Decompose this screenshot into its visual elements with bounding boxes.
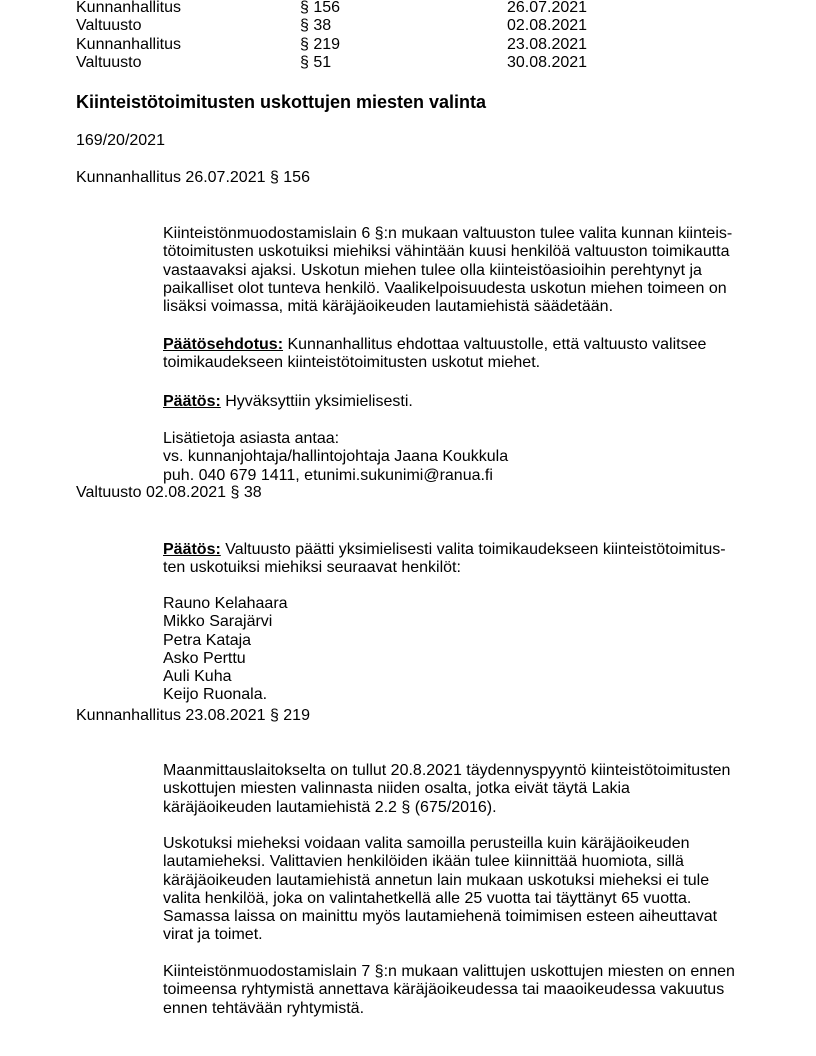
paragraph <box>163 762 730 817</box>
table-cell: § 38 <box>300 17 332 35</box>
text-line: Kiinteistönmuodostamislain 7 §:n mukaan valittujen uskottujen miesten on ennen <box>163 963 735 980</box>
decision-paragraph <box>163 393 413 411</box>
list-item: Auli Kuha <box>163 668 232 686</box>
page-title: Kiinteistötoimitusten uskottujen miesten valinta <box>76 92 487 112</box>
table-cell: § 156 <box>300 0 341 16</box>
text-line: puh. 040 679 1411, etunimi.sukunimi@ranua.fi <box>163 466 493 484</box>
text-line: Samassa laissa on mainittu myös lautamiehenä toimimisen esteen aiheuttavat <box>163 908 718 926</box>
table-cell: 26.07.2021 <box>507 0 588 16</box>
table-section-column <box>300 0 340 72</box>
text-line: käräjäoikeuden lautamiehistä annetun lain mukaan uskotuksi mieheksi ei tule <box>163 871 710 889</box>
text-line: ten uskotuiksi miehiksi seuraavat henkilöt: <box>163 559 461 577</box>
list-item: Keijo Ruonala. <box>163 686 268 704</box>
paragraph <box>163 835 717 945</box>
list-item: Asko Perttu <box>163 649 246 667</box>
text-line: vastaavaksi ajaksi. Uskotun miehen tulee olla kiinteistöasioihin perehtynyt ja <box>163 261 702 279</box>
text-line: lisäksi voimassa, mitä käräjäoikeuden lautamiehistä säädetään. <box>163 298 614 316</box>
text-line: ennen tehtävään ryhtymistä. <box>163 999 365 1017</box>
text-line: Valtuusto päätti yksimielisesti valita toimikaudekseen kiinteistötoimitus- <box>220 541 726 558</box>
section-heading: Kunnanhallitus 23.08.2021 § 219 <box>76 707 310 724</box>
text-line: Kunnanhallitus ehdottaa valtuustolle, että valtuusto valitsee <box>283 336 707 353</box>
table-cell: 30.08.2021 <box>507 53 588 71</box>
text-line: toimeensa ryhtymistä annettava käräjäoikeudessa tai maaoikeudessa vakuutus <box>163 981 725 999</box>
list-item: Rauno Kelahaara <box>163 595 288 612</box>
section-heading: Valtuusto 02.08.2021 § 38 <box>76 484 262 501</box>
paragraph <box>163 963 735 1018</box>
intro-paragraph <box>163 225 732 316</box>
table-cell: Kunnanhallitus <box>76 35 181 53</box>
contact-info <box>163 430 508 485</box>
text-line: Hyväksyttiin yksimielisesti. <box>220 393 413 410</box>
text-line: Kiinteistönmuodostamislain 6 §:n mukaan valtuuston tulee valita kunnan kiinteis- <box>163 225 733 242</box>
list-item: Petra Kataja <box>163 631 252 649</box>
text-line: lautamieheksi. Valittavien henkilöiden ikään tulee kiinnittää huomiota, sillä <box>163 853 684 871</box>
text-line: käräjäoikeuden lautamiehistä 2.2 § (675/2016). <box>163 798 497 816</box>
section-heading: Kunnanhallitus 26.07.2021 § 156 <box>76 169 310 186</box>
text-line: Uskotuksi mieheksi voidaan valita samoilla perusteilla kuin käräjäoikeuden <box>163 835 690 852</box>
table-cell: Valtuusto <box>76 53 142 71</box>
text-line: Maanmittauslaitokselta on tullut 20.8.2021 täydennyspyyntö kiinteistötoimitusten <box>163 762 731 779</box>
text-line: toimikaudekseen kiinteistötoimitusten uskotut miehet. <box>163 354 541 372</box>
text-line: paikalliset olot tunteva henkilö. Vaalikelpoisuudesta uskotun miehen toimeen on <box>163 279 727 297</box>
table-cell: 02.08.2021 <box>507 17 588 35</box>
proposal-paragraph <box>163 336 706 373</box>
case-number: 169/20/2021 <box>76 132 165 149</box>
table-date-column <box>507 0 587 72</box>
names-list <box>163 595 288 705</box>
table-body-column <box>76 0 181 72</box>
proposal-label: Päätösehdotus: <box>163 336 284 353</box>
table-cell: Kunnanhallitus <box>76 0 181 16</box>
decision-paragraph <box>163 541 726 578</box>
decision-label: Päätös: <box>163 541 221 558</box>
text-line: Lisätietoja asiasta antaa: <box>163 430 340 447</box>
table-cell: Valtuusto <box>76 17 142 35</box>
table-cell: § 51 <box>300 53 332 71</box>
text-line: tötoimitusten uskotuiksi miehiksi vähintään kuusi henkilöä valtuuston toimikautta <box>163 243 730 261</box>
table-cell: 23.08.2021 <box>507 35 588 53</box>
text-line: valita henkilöä, joka on valintahetkellä alle 25 vuotta tai täyttänyt 65 vuotta. <box>163 889 692 907</box>
text-line: virat ja toimet. <box>163 926 263 944</box>
text-line: vs. kunnanjohtaja/hallintojohtaja Jaana Koukkula <box>163 448 509 466</box>
list-item: Mikko Sarajärvi <box>163 613 273 631</box>
decision-label: Päätös: <box>163 393 221 410</box>
text-line: uskottujen miesten valinnasta niiden osalta, jotka eivät täytä Lakia <box>163 780 630 798</box>
table-cell: § 219 <box>300 35 341 53</box>
